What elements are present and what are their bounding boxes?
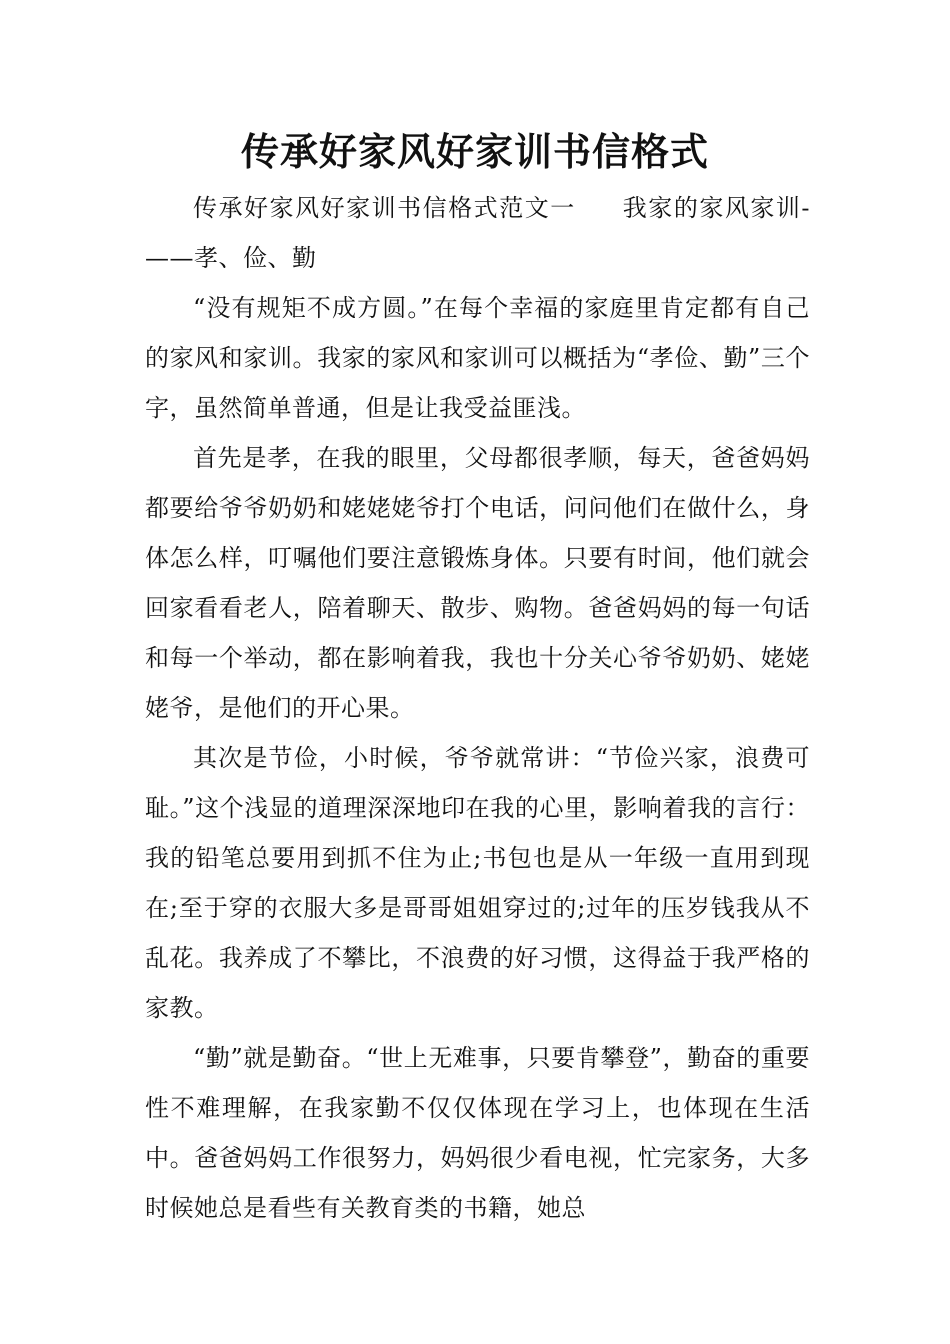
intro-subheading: 我家的家风家训-——孝、俭、勤 <box>145 194 811 272</box>
intro-paragraph <box>145 183 810 283</box>
paragraph-3: 其次是节俭，小时候，爷爷就常讲：“节俭兴家，浪费可耻。”这个浅显的道理深深地印在我的心里，影响着我的言行：我的铅笔总要用到抓不住为止;书包也是从一年级一直用到现在;至于穿的衣服大多是哥哥姐姐穿过的;过年的压岁钱我从不乱花。我养成了不攀比，不浪费的好习惯，这得益于我严格的家教。 <box>145 744 810 1022</box>
paragraph-2: 首先是孝，在我的眼里，父母都很孝顺，每天，爸爸妈妈都要给爷爷奶奶和姥姥姥爷打个电话，问问他们在做什么，身体怎么样，叮嘱他们要注意锻炼身体。只要有时间，他们就会回家看看老人，陪着聊天、散步、购物。爸爸妈妈的每一句话和每一个举动，都在影响着我，我也十分关心爷爷奶奶、姥姥姥爷，是他们的开心果。 <box>145 444 810 722</box>
intro-heading: 传承好家风好家训书信格式范文一 <box>193 194 576 222</box>
paragraph-4: “勤”就是勤奋。“世上无难事，只要肯攀登”，勤奋的重要性不难理解，在我家勤不仅仅体现在学习上，也体现在生活中。爸爸妈妈工作很努力，妈妈很少看电视，忙完家务，大多时候她总是看些有关教育类的书籍，她总 <box>145 1044 810 1222</box>
paragraph-1: “没有规矩不成方圆。”在每个幸福的家庭里肯定都有自己的家风和家训。我家的家风和家训可以概括为“孝俭、勤”三个字，虽然简单普通，但是让我受益匪浅。 <box>145 294 810 422</box>
document-body <box>145 183 810 1233</box>
document-title: 传承好家风好家训书信格式 <box>240 129 709 174</box>
